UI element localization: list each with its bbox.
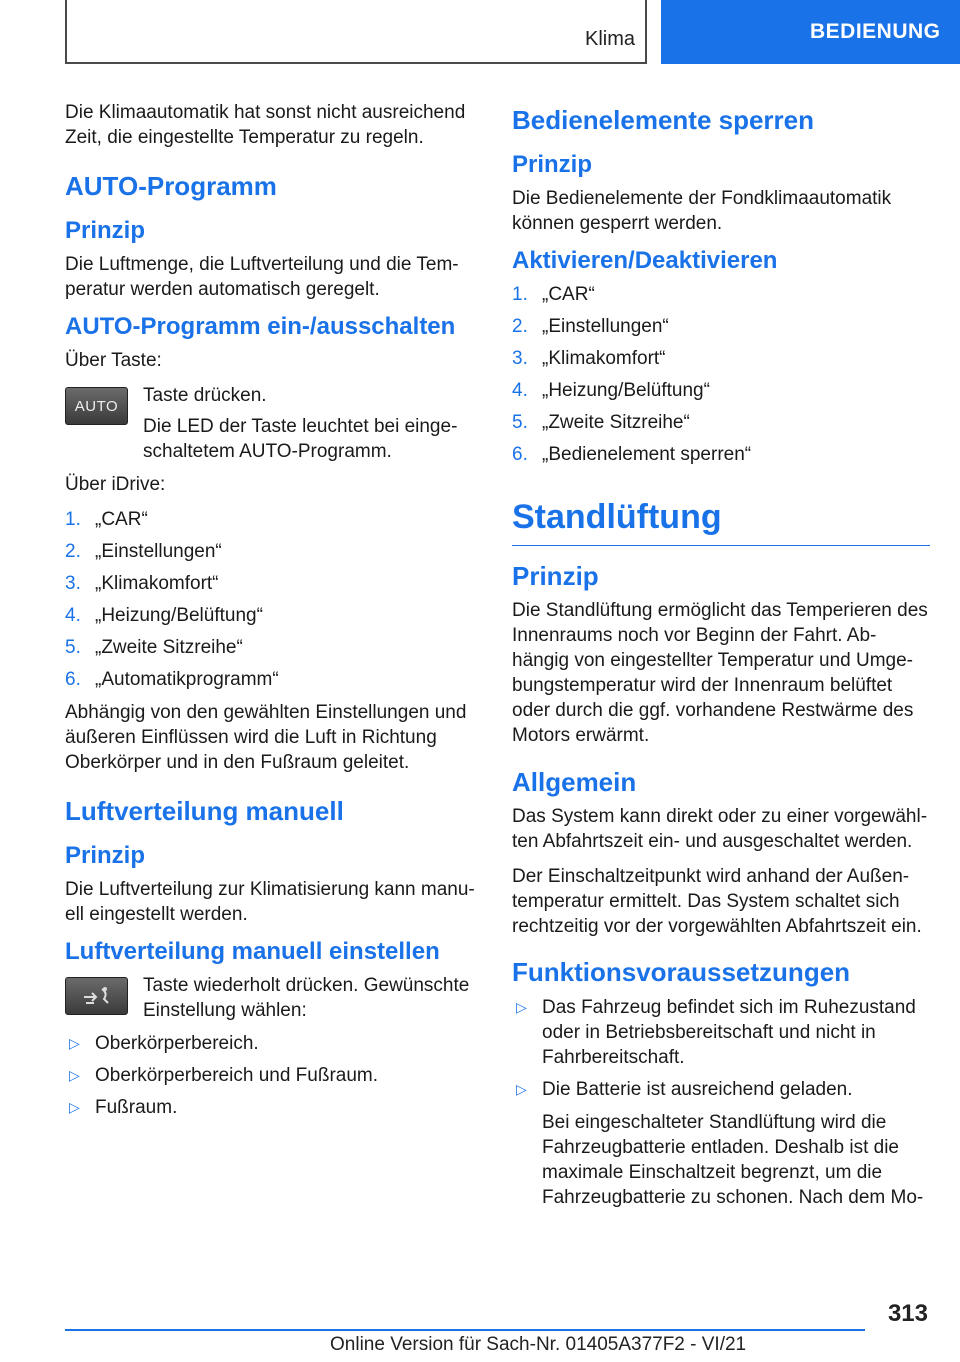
standby-principle-text: Die Standlüftung ermöglicht das Temperieren des Innenraums noch vor Beginn der Fahrt. Ab-hängig von eingestellter Temperatur und Umge-bungstemperatur wird der Innenraum belüftet oder durch die ggf. vorhandene Restwärme des Motors erwärmt. bbox=[512, 600, 928, 746]
press-button-text: Taste drücken. bbox=[143, 385, 267, 406]
list-item bbox=[65, 667, 475, 692]
air-distribution-icon bbox=[65, 977, 128, 1015]
manual-set-heading: Luftverteilung manuell einstellen bbox=[65, 938, 440, 965]
header-section-tab[interactable]: BEDIENUNG bbox=[661, 0, 960, 64]
auto-button-icon bbox=[65, 387, 128, 425]
list-item bbox=[512, 995, 930, 1070]
list-item bbox=[65, 571, 475, 596]
step-text: „Klimakomfort“ bbox=[95, 573, 219, 594]
auto-button-label: AUTO bbox=[74, 397, 119, 415]
page-number: 313 bbox=[887, 1300, 928, 1327]
requirement-note: Bei eingeschalteter Standlüftung wird die Fahrzeugbatterie entladen. Deshalb ist die maximale Einschaltzeit begrenzt, um die Fahrzeugbatterie zu schonen. Nach dem Mo- bbox=[542, 1112, 924, 1208]
standby-principle-heading: Prinzip bbox=[512, 561, 599, 591]
list-item bbox=[65, 603, 475, 628]
air-distribution-button-row bbox=[65, 973, 475, 1023]
step-number: 5. bbox=[65, 637, 81, 658]
right-column bbox=[512, 100, 930, 1220]
option-text: Oberkörperbereich und Fußraum. bbox=[95, 1065, 379, 1086]
requirement-text: Die Batterie ist ausreichend geladen. bbox=[542, 1079, 853, 1100]
list-item bbox=[512, 442, 930, 467]
requirements-heading: Funktionsvoraussetzungen bbox=[512, 957, 851, 987]
general-text-1: Das System kann direkt oder zu einer vorgewähl-ten Abfahrtszeit ein- und ausgeschaltet werden. bbox=[512, 806, 928, 852]
option-text: Fußraum. bbox=[95, 1097, 178, 1118]
triangle-right-icon: ▷ bbox=[516, 1081, 527, 1097]
after-steps-text: Abhängig von den gewählten Einstellungen und äußeren Einflüssen wird die Luft in Richtung Oberkörper und in den Fußraum geleitet. bbox=[65, 702, 467, 773]
step-number: 3. bbox=[512, 348, 528, 369]
list-item bbox=[512, 410, 930, 435]
activate-heading: Aktivieren/Deaktivieren bbox=[512, 247, 778, 274]
step-number: 1. bbox=[65, 509, 81, 530]
header-chapter: Klima bbox=[584, 28, 635, 50]
list-item bbox=[65, 507, 475, 532]
list-item bbox=[512, 282, 930, 307]
left-column bbox=[65, 100, 475, 1128]
auto-program-heading: AUTO-Programm bbox=[65, 171, 277, 201]
general-heading: Allgemein bbox=[512, 767, 637, 797]
step-text: „Einstellungen“ bbox=[542, 316, 669, 337]
step-text: „Klimakomfort“ bbox=[542, 348, 666, 369]
led-text: Die LED der Taste leuchtet bei einge-schaltetem AUTO-Programm. bbox=[143, 416, 458, 462]
step-text: „Bedienelement sperren“ bbox=[542, 444, 752, 465]
step-number: 2. bbox=[512, 316, 528, 337]
footer-divider bbox=[65, 1329, 865, 1331]
principle-text: Die Luftmenge, die Luftverteilung und die Tem-peratur werden automatisch geregelt. bbox=[65, 254, 459, 300]
step-text: „Zweite Sitzreihe“ bbox=[95, 637, 243, 658]
list-item bbox=[512, 346, 930, 371]
distribution-options-list bbox=[65, 1031, 475, 1120]
list-item bbox=[65, 1095, 475, 1120]
step-number: 2. bbox=[65, 541, 81, 562]
lock-principle-text: Die Bedienelemente der Fondklimaautomatik können gesperrt werden. bbox=[512, 188, 892, 234]
requirements-list bbox=[512, 995, 930, 1210]
lock-steps-list bbox=[512, 282, 930, 467]
list-item bbox=[65, 539, 475, 564]
triangle-right-icon: ▷ bbox=[516, 999, 527, 1015]
list-item bbox=[512, 1077, 930, 1210]
manual-button-text: Taste wiederholt drücken. Gewünschte Einstellung wählen: bbox=[143, 975, 470, 1021]
manual-principle-text: Die Luftverteilung zur Klimatisierung kann manu-ell eingestellt werden. bbox=[65, 879, 475, 925]
step-text: „Automatikprogramm“ bbox=[95, 669, 279, 690]
general-text-2: Der Einschaltzeitpunkt wird anhand der Außen-temperatur ermittelt. Das System schaltet sich rechtzeitig vor der vorgewählten Abfahrtszeit ein. bbox=[512, 866, 922, 937]
via-button-label: Über Taste: bbox=[65, 350, 162, 371]
auto-button-row bbox=[65, 383, 475, 464]
list-item bbox=[65, 635, 475, 660]
via-idrive-label: Über iDrive: bbox=[65, 474, 166, 495]
triangle-right-icon: ▷ bbox=[69, 1067, 80, 1083]
step-text: „Heizung/Belüftung“ bbox=[95, 605, 263, 626]
step-number: 6. bbox=[512, 444, 528, 465]
step-text: „CAR“ bbox=[542, 284, 595, 305]
header-box bbox=[65, 0, 647, 64]
step-number: 5. bbox=[512, 412, 528, 433]
step-number: 6. bbox=[65, 669, 81, 690]
step-number: 3. bbox=[65, 573, 81, 594]
requirement-text: Das Fahrzeug befindet sich im Ruhezustand oder in Betriebsbereitschaft und nicht in Fahrbereitschaft. bbox=[542, 997, 916, 1068]
triangle-right-icon: ▷ bbox=[69, 1035, 80, 1051]
option-text: Oberkörperbereich. bbox=[95, 1033, 259, 1054]
manual-principle-heading: Prinzip bbox=[65, 842, 146, 869]
intro-text: Die Klimaautomatik hat sonst nicht ausreichend Zeit, die eingestellte Temperatur zu regeln. bbox=[65, 102, 466, 148]
step-text: „Einstellungen“ bbox=[95, 541, 222, 562]
step-text: „Heizung/Belüftung“ bbox=[542, 380, 710, 401]
triangle-right-icon: ▷ bbox=[69, 1099, 80, 1115]
footer-text: Online Version für Sach-Nr. 01405A377F2 - VI/21 bbox=[330, 1334, 747, 1355]
auto-toggle-heading: AUTO-Programm ein-/ausschalten bbox=[65, 313, 456, 340]
step-number: 1. bbox=[512, 284, 528, 305]
lock-controls-heading: Bedienelemente sperren bbox=[512, 105, 815, 135]
standby-ventilation-heading: Standlüftung bbox=[512, 497, 930, 546]
step-number: 4. bbox=[65, 605, 81, 626]
lock-principle-heading: Prinzip bbox=[512, 151, 593, 178]
list-item bbox=[512, 378, 930, 403]
step-text: „Zweite Sitzreihe“ bbox=[542, 412, 690, 433]
idrive-steps-list bbox=[65, 507, 475, 692]
list-item bbox=[65, 1063, 475, 1088]
manual-distribution-heading: Luftverteilung manuell bbox=[65, 796, 344, 826]
principle-heading: Prinzip bbox=[65, 217, 146, 244]
list-item bbox=[512, 314, 930, 339]
list-item bbox=[65, 1031, 475, 1056]
step-number: 4. bbox=[512, 380, 528, 401]
step-text: „CAR“ bbox=[95, 509, 148, 530]
